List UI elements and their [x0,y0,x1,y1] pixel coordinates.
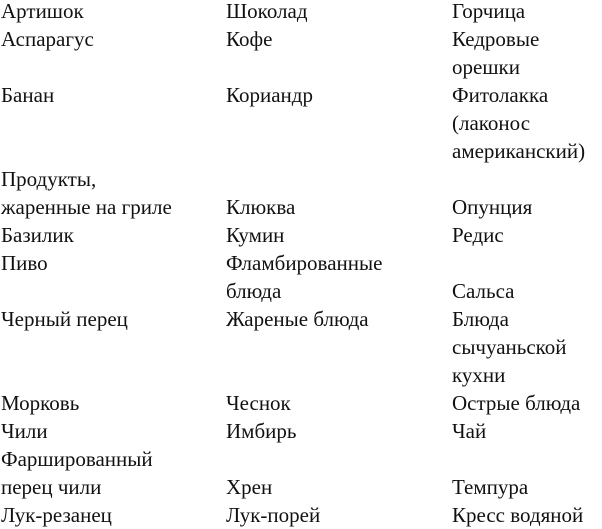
list-item: Темпура [452,475,529,499]
list-item: Пиво [1,251,48,275]
list-item: Лук-порей [226,503,321,527]
list-item: перец чили [1,475,102,499]
list-item: Фламбированные [226,251,383,275]
list-item: Чили [1,419,48,443]
list-item: Горчица [452,0,526,23]
list-item: Кофе [226,27,273,51]
list-item: Лук-резанец [1,503,112,527]
list-item: Блюда [452,307,509,331]
list-item: Фаршированный [1,447,153,471]
list-item: сычуаньской [452,335,567,359]
list-item: Морковь [1,391,80,415]
list-item: Кедровые [452,27,540,51]
list-item: жаренные на гриле [1,195,172,219]
list-item: Опунция [452,195,533,219]
list-item: орешки [452,55,520,79]
list-item: Сальса [452,279,515,303]
list-item: Чай [452,419,487,443]
list-item: (лаконос [452,111,531,135]
list-item: Аспарагус [1,27,94,51]
list-item: Кумин [226,223,285,247]
list-item: Банан [1,83,55,107]
list-item: Редис [452,223,504,247]
list-item: блюда [226,279,282,303]
list-item: Шоколад [226,0,308,23]
list-item: Хрен [226,475,273,499]
list-item: Продукты, [1,167,97,191]
list-item: Артишок [1,0,84,23]
list-item: американский) [452,139,586,163]
list-item: Клюква [226,195,296,219]
list-item: Острые блюда [452,391,581,415]
list-item: Чеснок [226,391,291,415]
list-item: кухни [452,363,506,387]
list-item: Фитолакка [452,83,549,107]
list-item: Базилик [1,223,74,247]
list-item: Кресс водяной [452,503,584,527]
list-item: Черный перец [1,307,128,331]
list-item: Имбирь [226,419,297,443]
list-item: Кориандр [226,83,313,107]
list-item: Жареные блюда [226,307,369,331]
